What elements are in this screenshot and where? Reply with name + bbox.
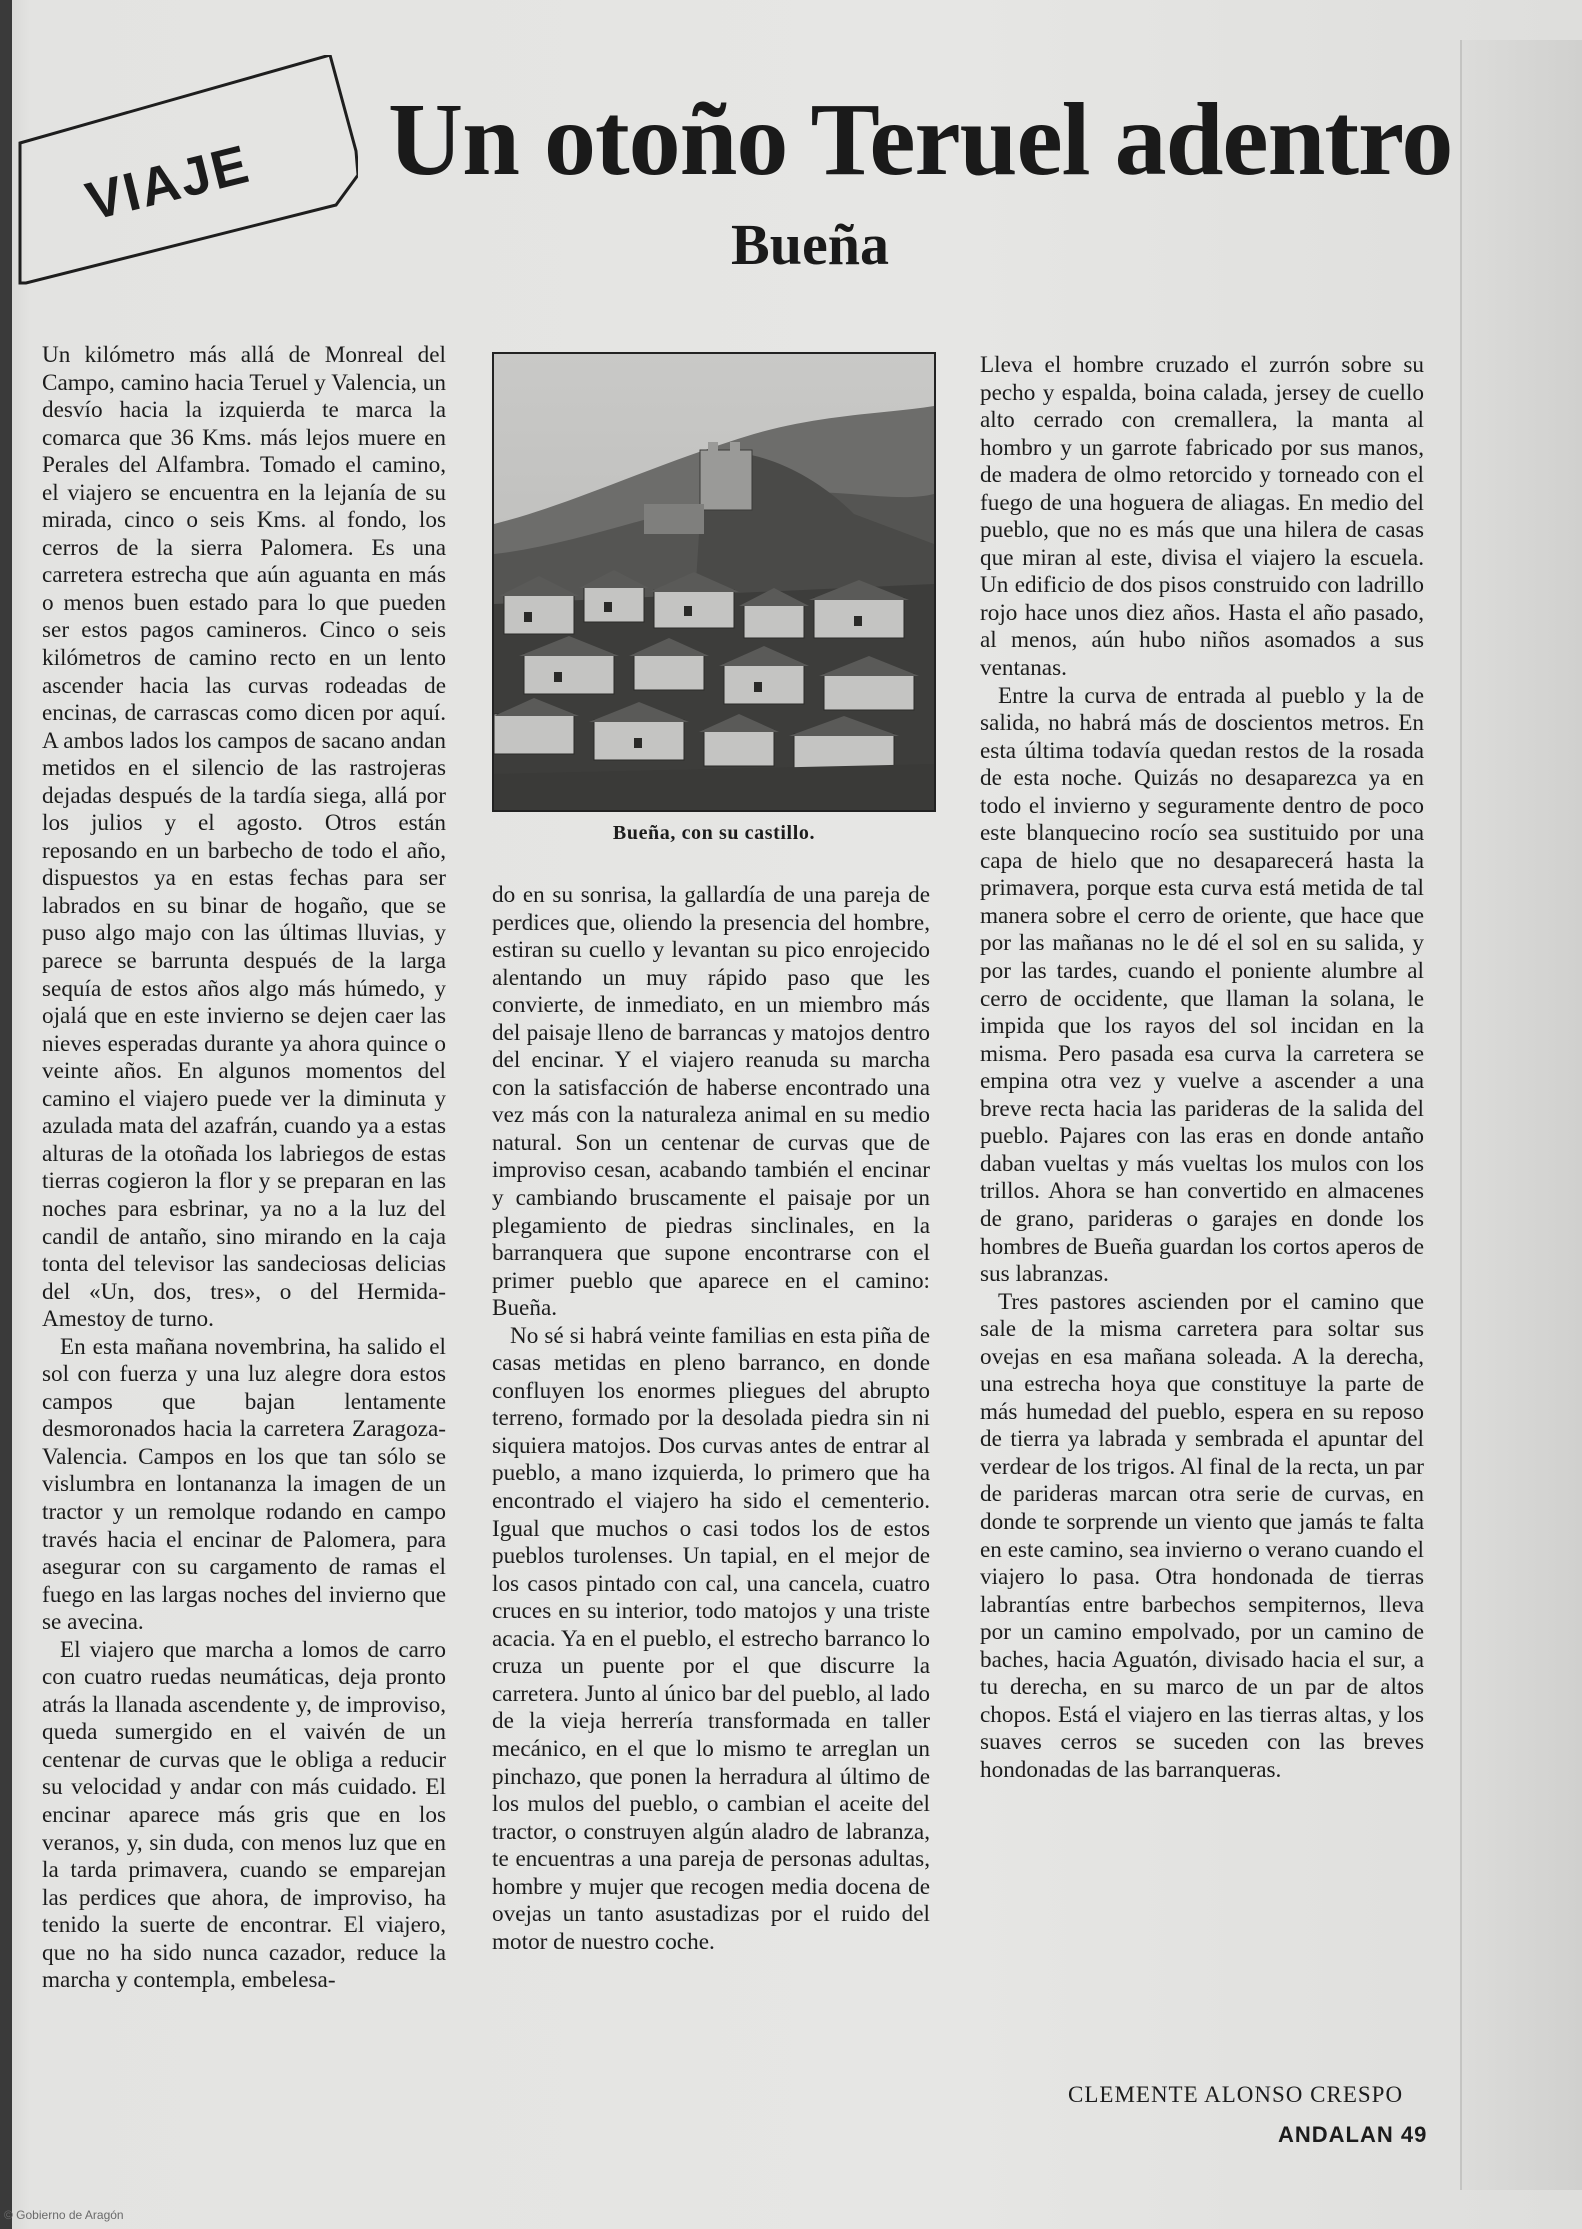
paragraph: En esta mañana novembrina, ha salido el sol con fuerza y una luz alegre dora estos campos que bajan lentamente desmoronados hacia la carretera Zaragoza-Valencia. Campos en los que tan sólo se vislumbra en lontananza la imagen de un tractor y un remolque rodando en campo través hacia el encinar de Palomera, para asegurar con su cargamento de ramas el fuego en las largas noches del invierno que se avecina. (42, 1333, 446, 1636)
article-column-3 (980, 352, 1424, 1784)
photo-caption: Bueña, con su castillo. (612, 822, 816, 844)
paragraph: Un kilómetro más allá de Monreal del Campo, camino hacia Teruel y Valencia, un desvío hacia la izquierda te marca la comarca que 36 Kms. más lejos muere en Perales del Alfambra. Tomado el camino, el viajero se encuentra en la lejanía de su mirada, cinco o seis Kms. al fondo, los cerros de la sierra Palomera. Es una carretera estrecha que aún aguanta en más o menos buen estado para lo que pueden ser estos pagos camineros. Cinco o seis kilómetros de camino recto en un lento ascender hacia las curvas rodeadas de encinas, de carrascas como dicen por aquí. A ambos lados los campos de sacano andan metidos en el silencio de las rastrojeras dejadas después de la tardía siega, allá por los julios y el agosto. Otros están reposando en un barbecho de todo el año, dispuestos ya en estas fechas para ser labrados en su binar de hogaño, que se puso algo majo con las últimas lluvias, y parece se barrunta después de la larga sequía de estos años algo más húmedo, y ojalá que en este invierno se dejen caer las nieves esperadas durante ya ahora quince o veinte años. En algunos momentos del camino el viajero puede ver la diminuta y azulada mata del azafrán, cuando ya a estas alturas de la otoñada los labriegos de estas tierras cogieron la flor y se preparan en las noches para esbrinar, ya no a la luz del candil de antaño, sino mirando en la caja tonta del televisor las sandeciosas delicias del «Un, dos, tres», o del Hermida-Amestoy de turno. (42, 342, 446, 1333)
page-binding (0, 0, 12, 2229)
paragraph: do en su sonrisa, la gallardía de una pareja de perdices que, oliendo la presencia del hombre, estiran su cuello y levantan su pico enrojecido alentando un muy rápido paso que les convierte, de inmediato, en un miembro más del paisaje lleno de barrancas y matojos dentro del encinar. Y el viajero reanuda su marcha con la satisfacción de haberse encontrado una vez más con la naturaleza animal en su medio natural. Son un centenar de curvas que de improviso cesan, acabando también el encinar y cambiando bruscamente el paisaje por un plegamiento de piedras sinclinales, en la barranquera que supone encontrarse con el primer pueblo que aparece en el camino: Bueña. (492, 882, 930, 1322)
paragraph: Entre la curva de entrada al pueblo y la de salida, no habrá más de doscientos metros. En esta última todavía quedan restos de la rosada de esta noche. Quizás no desaparezca ya en todo el invierno y seguramente dentro de poco este blanquecino rocío sea sustituido por una capa de hielo que no desaparecerá hasta la primavera, porque esta curva está metida de tal manera sobre el cerro de oriente, que hace que por las mañanas no le dé el sol en su salida, y por las tardes, cuando el poniente alumbre al cerro de occidente, que llaman la solana, le impida que los rayos del sol incidan en la misma. Pero pasada esa curva la carretera se empina otra vez y vuelve a ascender a una breve recta hacia las parideras de la salida del pueblo. Pajares con las eras en donde antaño daban vueltas y más vueltas los mulos con los trillos. Ahora se han convertido en almacenes de grano, parideras o garajes en donde los hombres de Bueña guardan los cortos aperos de sus labranzas. (980, 682, 1424, 1288)
page-number: 49 (1400, 2122, 1428, 2147)
section-tag-label: VIAJE (80, 133, 256, 233)
article-column-2 (492, 882, 930, 1956)
paragraph: Tres pastores ascienden por el camino que sale de la misma carretera para soltar sus ovejas en esa mañana soleada. A la derecha, una estrecha hoya que constituye la parte de más humedad del pueblo, espera en su reposo de tierra ya labrada y sembrada el apuntar del verdear de los trigos. Al final de la recta, un par de parideras marcan otra serie de curvas, en donde te sorprende un viento que jamás te falta en este camino, sea invierno o verano cuando el viajero lo pasa. Otra hondonada de tierras labrantías entre barbechos sempiternos, lleva por un camino empolvado, por un camino de baches, hacia Aguatón, divisado hacia el sur, a tu derecha, en su marco de un par de altos chopos. Está el viajero en las tierras altas, y los suaves cerros se suceden con las breves hondonadas de las barranqueras. (980, 1288, 1424, 1783)
magazine-name: ANDALAN (1278, 2122, 1394, 2147)
paragraph: No sé si habrá veinte familias en esta piña de casas metidas en pleno barranco, en donde confluyen los enormes pliegues del abrupto terreno, formado por la desolada piedra sin ni siquiera matojos. Dos curvas antes de entrar al pueblo, a mano izquierda, lo primero que ha encontrado el viajero ha sido el cementerio. Igual que muchos o casi todos los de estos pueblos turolenses. Un tapial, en el mejor de los casos pintado con cal, una cancela, cuatro cruces en su interior, todo matojos y una triste acacia. Ya en el pueblo, el estrecho barranco lo cruza un puente por el que discurre la carretera. Junto al único bar del pueblo, al lado de la vieja herrería transformada en taller mecánico, en el que lo mismo te arreglan un pinchazo, que ponen la herradura al último de los mulos del pueblo, o cambian el aceite del tractor, o construyen algún aladro de labranza, te encuentras a una pareja de personas adultas, hombre y mujer que recogen media docena de ovejas un tanto asustadizas por el ruido del motor de nuestro coche. (492, 1322, 930, 1955)
paragraph: El viajero que marcha a lomos de carro con cuatro ruedas neumáticas, deja pronto atrás la llanada ascendente y, de improviso, queda sumergido en el vaivén de un centenar de curvas que le obliga a reducir su velocidad y andar con más cuidado. El encinar aparece más gris que en los veranos, y, sin duda, con menos luz que en la tarda primavera, cuando se emparejan las perdices que ahora, de improviso, ha tenido la suerte de encontrar. El viajero, que no ha sido nunca cazador, reduce la marcha y contempla, embelesa- (42, 1636, 446, 1994)
article-subhead: Bueña (731, 212, 889, 277)
archive-watermark: © Gobierno de Aragón (4, 2208, 124, 2222)
author-byline: CLEMENTE ALONSO CRESPO (1068, 2082, 1404, 2107)
page-footer (1278, 2122, 1427, 2148)
section-tag (18, 55, 358, 285)
village-castle-photo (494, 354, 934, 810)
paragraph: Lleva el hombre cruzado el zurrón sobre su pecho y espalda, boina calada, jersey de cuello alto cerrado con cremallera, la manta al hombro y un garrote fabricado por sus manos, de madera de olmo retorcido y torneado con el fuego de una hoguera de aliagas. En medio del pueblo, que no es más que una hilera de casas que miran al este, divisa el viajero la escuela. Un edificio de dos pisos construido con ladrillo rojo hace unos diez años. Hasta el año pasado, al menos, aún hubo niños asomados a sus ventanas. (980, 352, 1424, 682)
adjacent-page-edge (1460, 40, 1582, 2190)
article-headline: Un otoño Teruel adentro (388, 82, 1453, 197)
article-photo (492, 352, 936, 812)
article-column-1 (42, 342, 446, 1995)
